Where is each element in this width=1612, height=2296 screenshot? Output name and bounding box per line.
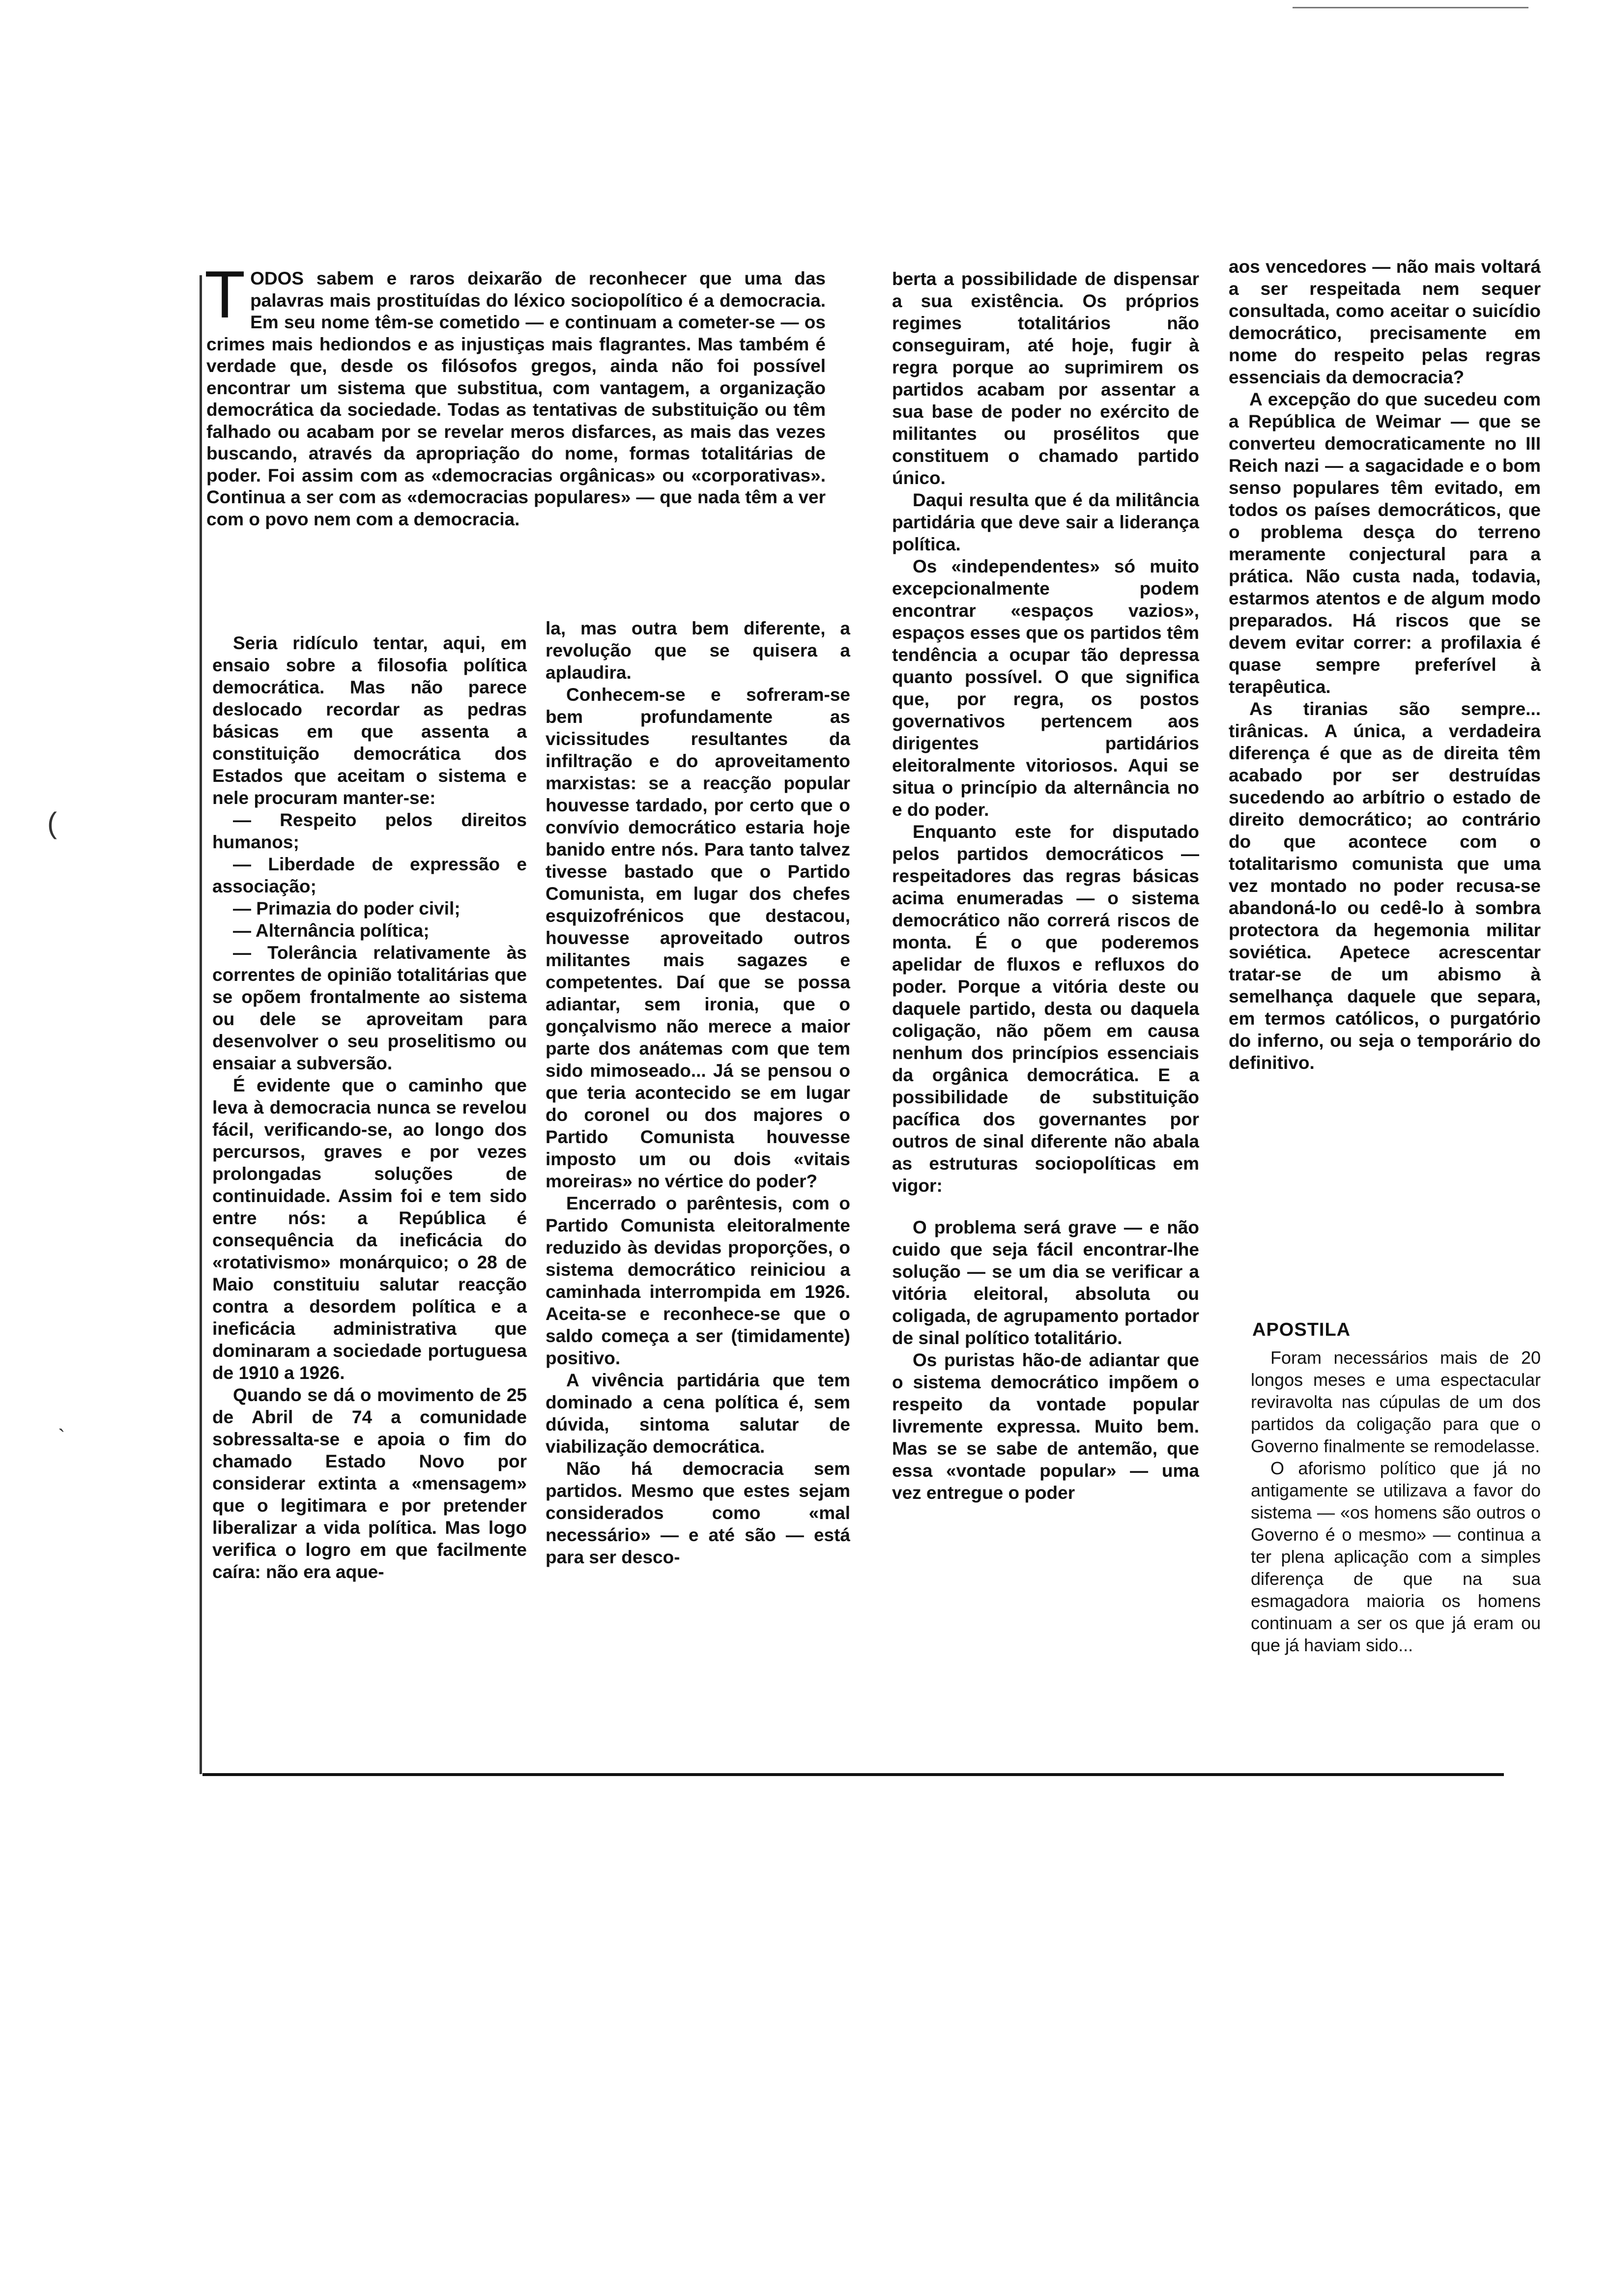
paragraph: Daqui resulta que é da militância partidária que deve sair a liderança política. [892, 490, 1199, 554]
intro-text: ODOS sabem e raros deixarão de reconhecer que uma das palavras mais prostituídas do léxico sociopolítico é a democracia. Em seu nome têm-se cometido — e continuam a cometer-se — os crimes mais hediondos e as injustiças mais flagrantes. Mas também é verdade que, desde os filósofos gregos, ainda não foi possível encontrar um sistema que substitua, com vantagem, a organização democrática da sociedade. Todas as tentativas de substituição ou têm falhado ou acabam por se revelar meros disfarces, as mais das vezes buscando, através da apropriação do nome, formas totalitárias de poder. Foi assim com as «democracias orgânicas» ou «corporativas». Continua a ser com as «democracias populares» — que nada têm a ver com o povo nem com a democracia. [206, 268, 826, 529]
paragraph: A excepção do que sucedeu com a República de Weimar — que se converteu democraticamente no III Reich nazi — a sagacidade e o bom senso populares têm evitado, em todos os países democráticos, que o problema desça do terreno meramente conjectural para a prática. Não custa nada, todavia, estarmos atentos e de algum modo preparados. Há riscos que se devem evitar correr: a profilaxia é quase sempre preferível à terapêutica. [1229, 389, 1541, 697]
paragraph: Enquanto este for disputado pelos partidos democráticos — respeitadores das regras básicas acima enumeradas — o sistema democrático não correrá riscos de monta. É o que poderemos apelidar de fluxos e refluxos do poder. Porque a vitória deste ou daquele partido, desta ou daquela coligação, não põem em causa nenhum dos princípios essenciais da orgânica democrática. E a possibilidade de substituição pacífica dos governantes por outros de sinal diferente não abala as estruturas sociopolíticas em vigor: [892, 822, 1199, 1196]
paragraph: Não há democracia sem partidos. Mesmo que estes sejam considerados como «mal necessário» — e até são — está para ser desco- [546, 1459, 850, 1567]
list-item: — Respeito pelos direitos humanos; [212, 810, 527, 852]
column-1 [212, 632, 527, 1583]
paragraph: Os puristas hão-de adiantar que o sistema democrático impõem o respeito da vontade popular livremente expressa. Muito bem. Mas se se sabe de antemão, que essa «vontade popular» — uma vez entregue o poder [892, 1350, 1199, 1503]
paragraph: berta a possibilidade de dispensar a sua existência. Os próprios regimes totalitários não conseguiram, até hoje, fugir à regra porque ao suprimirem os partidos acabam por assentar a sua base de poder no exército de militantes ou prosélitos que constituem o chamado partido único. [892, 269, 1199, 488]
article-intro [204, 257, 826, 530]
margin-mark: ( [47, 806, 57, 839]
paragraph: Seria ridículo tentar, aqui, em ensaio sobre a filosofia política democrática. Mas não parece deslocado recordar as pedras básicas em que assenta a constituição democrática dos Estados que aceitam o sistema e nele procuram manter-se: [212, 633, 527, 808]
paragraph: Os «independentes» só muito excepcionalmente podem encontrar «espaços vazios», espaços esses que os partidos têm tendência a ocupar tão depressa quanto possível. O que significa que, por regra, os postos governativos pertencem aos dirigentes partidários eleitoralmente vitoriosos. Aqui se situa o princípio da alternância no e do poder. [892, 556, 1199, 820]
paragraph: O problema será grave — e não cuido que seja fácil encontrar-lhe solução — se um dia se verificar a vitória eleitoral, absoluta ou coligada, de agrupamento portador de sinal político totalitário. [892, 1217, 1199, 1348]
paragraph: A vivência partidária que tem dominado a cena política é, sem dúvida, sintoma salutar de viabilização democrática. [546, 1370, 850, 1457]
paragraph: O aforismo político que já no antigamente se utilizava a favor do sistema — «os homens são outros o Governo é o mesmo» — continua a ter plena aplicação com a simples diferença de que na sua esmagadora maioria os homens continuam a ser os que já eram ou que já haviam sido... [1251, 1458, 1541, 1655]
paragraph: Quando se dá o movimento de 25 de Abril de 74 a comunidade sobressalta-se e apoia o fim do chamado Estado Novo por considerar extinta a «mensagem» que o legitimara e por pretender liberalizar a vida política. Mas logo verifica o logro em que facilmente caíra: não era aque- [212, 1385, 527, 1582]
margin-mark: ` [58, 1425, 65, 1449]
paragraph: Foram necessários mais de 20 longos meses e uma espectacular reviravolta nas cúpulas de um dos partidos da coligação para que o Governo finalmente se remodelasse. [1251, 1348, 1541, 1456]
apostila-box [1251, 1347, 1541, 1656]
bottom-rule [202, 1773, 1504, 1776]
paragraph: Conhecem-se e sofreram-se bem profundamente as vicissitudes resultantes da infiltração e do aproveitamento marxistas: se a reacção popular houvesse tardado, por certo que o convívio democrático estaria hoje banido entre nós. Para tanto talvez tivesse bastado que o Partido Comunista, em lugar dos chefes esquizofrénicos que destacou, houvesse aproveitado outros militantes mais sagazes e competentes. Daí que se possa adiantar, sem ironia, que o gonçalvismo não merece a maior parte dos anátemas com que tem sido mimoseado... Já se pensou o que teria acontecido se em lugar do coronel ou dos majores o Partido Comunista houvesse imposto um ou dois «vitais moreiras» no vértice do poder? [546, 685, 850, 1191]
apostila-heading: APOSTILA [1252, 1320, 1351, 1340]
paragraph: É evidente que o caminho que leva à democracia nunca se revelou fácil, verificando-se, ao longo dos percursos, graves e por vezes prolongadas soluções de continuidade. Assim foi e tem sido entre nós: a República é consequência da ineficácia do «rotativismo» monárquico; o 28 de Maio constituiu salutar reacção contra a desordem política e a ineficácia administrativa que dominaram a sociedade portuguesa de 1910 a 1926. [212, 1075, 527, 1383]
paragraph: As tiranias são sempre... tirânicas. A única, a verdadeira diferença é que as de direita têm acabado por ser destruídas sucedendo ao arbítrio o estado de direito democrático; ao contrário do que acontece com o totalitarismo comunista que uma vez montado no poder recusa-se abandoná-lo ou cedê-lo à sombra protectora da hegemonia militar soviética. Apetece acrescentar tratar-se de um abismo à semelhança daquele que separa, em termos católicos, o purgatório do inferno, ou seja o temporário do definitivo. [1229, 699, 1541, 1073]
paragraph: aos vencedores — não mais voltará a ser respeitada nem sequer consultada, como aceitar o suicídio democrático, precisamente em nome do respeito pelas regras essenciais da democracia? [1229, 257, 1541, 387]
column-3 [892, 268, 1199, 1504]
list-item: — Liberdade de expressão e associação; [212, 854, 527, 896]
paragraph: Encerrado o parêntesis, com o Partido Comunista eleitoralmente reduzido às devidas proporções, o sistema democrático reiniciou a caminhada interrompida em 1926. Aceita-se e reconhece-se que o saldo começa a ser (timidamente) positivo. [546, 1193, 850, 1368]
column-2 [546, 617, 850, 1568]
column-4 [1229, 256, 1541, 1074]
paragraph: la, mas outra bem diferente, a revolução que se quisera a aplaudira. [546, 618, 850, 683]
list-item: — Primazia do poder civil; [233, 898, 461, 918]
list-item: — Tolerância relativamente às correntes de opinião totalitárias que se opõem frontalmente ao sistema ou dele se aproveitam para desenvolver o seu proselitismo ou ensaiar a subversão. [212, 943, 527, 1073]
drop-cap: T [204, 257, 246, 332]
list-item: — Alternância política; [233, 920, 430, 941]
